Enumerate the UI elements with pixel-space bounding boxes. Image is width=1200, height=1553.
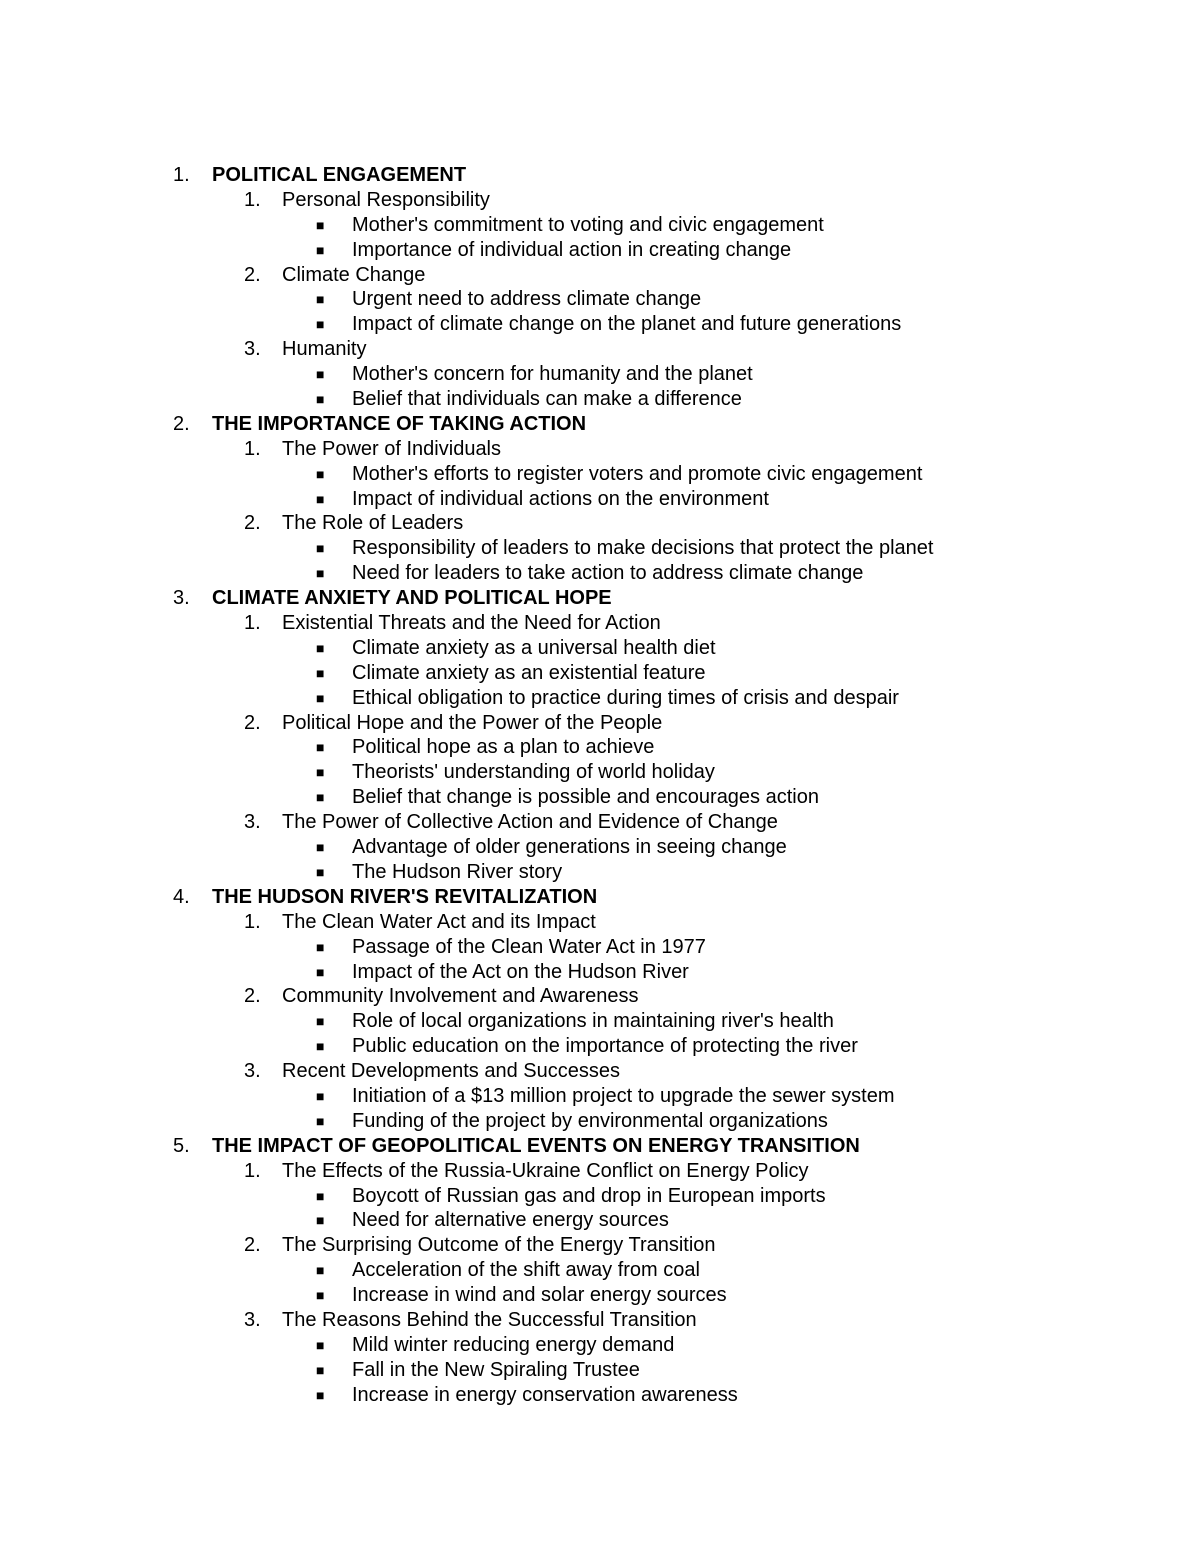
- subsection-title: Humanity: [282, 338, 367, 361]
- bullet-text: Responsibility of leaders to make decisions that protect the planet: [352, 537, 934, 560]
- bullet-item-row: [0, 760, 1200, 785]
- subsection-row: [0, 188, 1200, 213]
- subsection-title: The Surprising Outcome of the Energy Transition: [282, 1234, 716, 1257]
- subsection-number: 2.: [244, 1234, 261, 1257]
- section-heading-row: [0, 586, 1200, 611]
- subsection-title: Recent Developments and Successes: [282, 1060, 620, 1083]
- bullet-item-row: [0, 1283, 1200, 1308]
- subsection-number: 1.: [244, 910, 261, 933]
- section-heading-row: [0, 412, 1200, 437]
- bullet-item-row: [0, 1358, 1200, 1383]
- bullet-item-row: [0, 487, 1200, 512]
- section-title: POLITICAL ENGAGEMENT: [212, 164, 467, 186]
- subsection-number: 1.: [244, 612, 261, 635]
- subsection-row: [0, 910, 1200, 935]
- bullet-text: Need for alternative energy sources: [352, 1209, 669, 1232]
- section-title: THE IMPACT OF GEOPOLITICAL EVENTS ON ENERGY TRANSITION: [212, 1134, 860, 1157]
- subsection-row: [0, 810, 1200, 835]
- bullet-item-row: [0, 960, 1200, 985]
- subsection-number: 3.: [244, 1308, 261, 1331]
- bullet-text: Mother's concern for humanity and the planet: [352, 363, 753, 386]
- bullet-text: Public education on the importance of protecting the river: [352, 1035, 858, 1058]
- bullet-item-row: [0, 1109, 1200, 1134]
- section-number: 5.: [173, 1134, 190, 1157]
- section-number: 3.: [173, 587, 190, 610]
- bullet-text: Need for leaders to take action to address climate change: [352, 562, 864, 585]
- subsection-number: 2.: [244, 263, 261, 286]
- square-bullet-icon: ■: [316, 216, 325, 233]
- square-bullet-icon: ■: [316, 1112, 325, 1129]
- square-bullet-icon: ■: [316, 1187, 325, 1204]
- bullet-item-row: [0, 536, 1200, 561]
- subsection-number: 3.: [244, 811, 261, 834]
- section-number: 2.: [173, 412, 190, 435]
- subsection-row: [0, 437, 1200, 462]
- bullet-item-row: [0, 935, 1200, 960]
- bullet-text: Political hope as a plan to achieve: [352, 736, 655, 759]
- square-bullet-icon: ■: [316, 689, 325, 706]
- bullet-item-row: [0, 1333, 1200, 1358]
- bullet-text: The Hudson River story: [352, 860, 563, 883]
- subsection-title: Climate Change: [282, 263, 426, 286]
- square-bullet-icon: ■: [316, 639, 325, 656]
- bullet-text: Importance of individual action in creating change: [352, 238, 792, 261]
- subsection-row: [0, 511, 1200, 536]
- square-bullet-icon: ■: [316, 391, 325, 408]
- square-bullet-icon: ■: [316, 789, 325, 806]
- subsection-number: 2.: [244, 985, 261, 1008]
- outline-document: [0, 163, 1200, 1408]
- subsection-title: The Power of Collective Action and Evidence of Change: [282, 811, 778, 834]
- bullet-item-row: [0, 312, 1200, 337]
- square-bullet-icon: ■: [316, 366, 325, 383]
- bullet-item-row: [0, 1208, 1200, 1233]
- bullet-text: Impact of individual actions on the environment: [352, 487, 769, 510]
- bullet-text: Fall in the New Spiraling Trustee: [352, 1358, 640, 1381]
- section-title: CLIMATE ANXIETY AND POLITICAL HOPE: [212, 587, 612, 610]
- subsection-number: 1.: [244, 1159, 261, 1182]
- section-title: THE IMPORTANCE OF TAKING ACTION: [212, 412, 587, 435]
- bullet-item-row: [0, 1184, 1200, 1209]
- bullet-text: Mother's efforts to register voters and promote civic engagement: [352, 462, 923, 485]
- bullet-item-row: [0, 1009, 1200, 1034]
- bullet-text: Role of local organizations in maintaining river's health: [352, 1010, 834, 1033]
- section-heading-row: [0, 885, 1200, 910]
- bullet-item-row: [0, 1383, 1200, 1408]
- subsection-number: 1.: [244, 188, 261, 211]
- bullet-text: Belief that individuals can make a difference: [352, 388, 742, 411]
- square-bullet-icon: ■: [316, 1336, 325, 1353]
- square-bullet-icon: ■: [316, 1013, 325, 1030]
- square-bullet-icon: ■: [316, 1262, 325, 1279]
- bullet-text: Belief that change is possible and encourages action: [352, 786, 819, 809]
- bullet-text: Climate anxiety as an existential feature: [352, 661, 706, 684]
- bullet-item-row: [0, 661, 1200, 686]
- section-heading-row: [0, 163, 1200, 188]
- subsection-row: [0, 337, 1200, 362]
- section-number: 4.: [173, 885, 190, 908]
- bullet-item-row: [0, 835, 1200, 860]
- subsection-row: [0, 1308, 1200, 1333]
- subsection-title: Existential Threats and the Need for Action: [282, 612, 661, 635]
- subsection-number: 3.: [244, 338, 261, 361]
- section-heading-row: [0, 1134, 1200, 1159]
- square-bullet-icon: ■: [316, 839, 325, 856]
- square-bullet-icon: ■: [316, 540, 325, 557]
- subsection-title: Political Hope and the Power of the People: [282, 711, 663, 734]
- square-bullet-icon: ■: [316, 1386, 325, 1403]
- subsection-row: [0, 711, 1200, 736]
- subsection-number: 3.: [244, 1060, 261, 1083]
- subsection-number: 1.: [244, 437, 261, 460]
- bullet-text: Impact of climate change on the planet and future generations: [352, 313, 902, 336]
- square-bullet-icon: ■: [316, 764, 325, 781]
- square-bullet-icon: ■: [316, 565, 325, 582]
- square-bullet-icon: ■: [316, 490, 325, 507]
- square-bullet-icon: ■: [316, 664, 325, 681]
- square-bullet-icon: ■: [316, 1361, 325, 1378]
- bullet-text: Impact of the Act on the Hudson River: [352, 960, 689, 983]
- subsection-title: The Reasons Behind the Successful Transition: [282, 1308, 697, 1331]
- bullet-item-row: [0, 561, 1200, 586]
- subsection-title: The Power of Individuals: [282, 437, 502, 460]
- square-bullet-icon: ■: [316, 739, 325, 756]
- square-bullet-icon: ■: [316, 1287, 325, 1304]
- subsection-title: The Effects of the Russia-Ukraine Conflict on Energy Policy: [282, 1159, 809, 1182]
- bullet-text: Climate anxiety as a universal health diet: [352, 636, 716, 659]
- square-bullet-icon: ■: [316, 1212, 325, 1229]
- bullet-item-row: [0, 735, 1200, 760]
- square-bullet-icon: ■: [316, 1038, 325, 1055]
- square-bullet-icon: ■: [316, 316, 325, 333]
- bullet-text: Advantage of older generations in seeing change: [352, 836, 787, 859]
- bullet-text: Increase in energy conservation awareness: [352, 1383, 738, 1406]
- square-bullet-icon: ■: [316, 863, 325, 880]
- bullet-text: Ethical obligation to practice during times of crisis and despair: [352, 686, 899, 709]
- bullet-text: Acceleration of the shift away from coal: [352, 1259, 700, 1282]
- subsection-row: [0, 1233, 1200, 1258]
- square-bullet-icon: ■: [316, 291, 325, 308]
- bullet-text: Funding of the project by environmental organizations: [352, 1109, 828, 1132]
- bullet-item-row: [0, 287, 1200, 312]
- bullet-item-row: [0, 1258, 1200, 1283]
- subsection-row: [0, 1159, 1200, 1184]
- section-title: THE HUDSON RIVER'S REVITALIZATION: [212, 885, 598, 908]
- square-bullet-icon: ■: [316, 963, 325, 980]
- bullet-text: Mild winter reducing energy demand: [352, 1333, 675, 1356]
- bullet-item-row: [0, 387, 1200, 412]
- bullet-item-row: [0, 636, 1200, 661]
- square-bullet-icon: ■: [316, 938, 325, 955]
- subsection-title: Community Involvement and Awareness: [282, 985, 639, 1008]
- subsection-title: The Clean Water Act and its Impact: [282, 910, 596, 933]
- square-bullet-icon: ■: [316, 465, 325, 482]
- bullet-item-row: [0, 785, 1200, 810]
- bullet-item-row: [0, 1034, 1200, 1059]
- bullet-text: Increase in wind and solar energy sources: [352, 1284, 727, 1307]
- bullet-item-row: [0, 362, 1200, 387]
- subsection-title: The Role of Leaders: [282, 512, 464, 535]
- bullet-text: Urgent need to address climate change: [352, 288, 702, 311]
- bullet-text: Initiation of a $13 million project to upgrade the sewer system: [352, 1084, 895, 1107]
- subsection-row: [0, 263, 1200, 288]
- subsection-number: 2.: [244, 711, 261, 734]
- bullet-text: Theorists' understanding of world holiday: [352, 761, 715, 784]
- square-bullet-icon: ■: [316, 241, 325, 258]
- bullet-item-row: [0, 213, 1200, 238]
- square-bullet-icon: ■: [316, 1087, 325, 1104]
- subsection-number: 2.: [244, 512, 261, 535]
- subsection-row: [0, 984, 1200, 1009]
- bullet-item-row: [0, 686, 1200, 711]
- subsection-row: [0, 611, 1200, 636]
- bullet-item-row: [0, 462, 1200, 487]
- subsection-row: [0, 1059, 1200, 1084]
- subsection-title: Personal Responsibility: [282, 188, 490, 211]
- bullet-item-row: [0, 860, 1200, 885]
- bullet-text: Passage of the Clean Water Act in 1977: [352, 935, 706, 958]
- bullet-text: Mother's commitment to voting and civic engagement: [352, 213, 824, 236]
- bullet-text: Boycott of Russian gas and drop in European imports: [352, 1184, 826, 1207]
- section-number: 1.: [173, 164, 190, 186]
- bullet-item-row: [0, 1084, 1200, 1109]
- bullet-item-row: [0, 238, 1200, 263]
